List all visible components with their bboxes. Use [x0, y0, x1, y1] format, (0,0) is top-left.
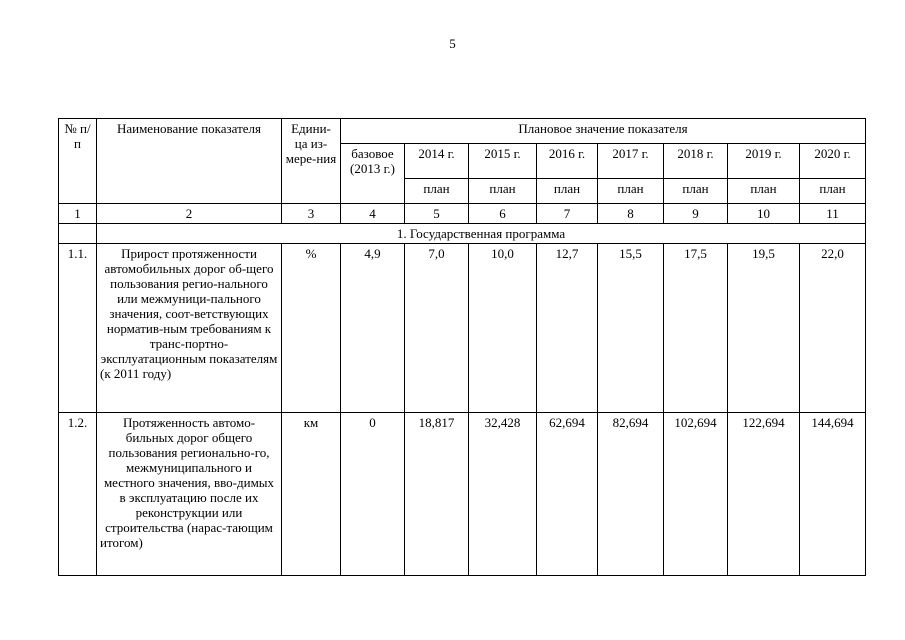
table-row	[59, 244, 866, 413]
indicators-table	[58, 118, 866, 576]
column-index: 9	[664, 204, 728, 224]
row-value: 15,5	[598, 244, 664, 413]
row-value: 19,5	[728, 244, 800, 413]
page-number: 5	[449, 36, 456, 51]
header-row-1	[59, 119, 866, 144]
header-year-2015: 2015 г.	[469, 144, 537, 179]
column-index: 3	[282, 204, 341, 224]
column-index: 2	[97, 204, 282, 224]
header-planned-value: Плановое значение показателя	[341, 119, 866, 144]
header-num: № п/п	[59, 119, 97, 204]
header-plan-label: план	[405, 179, 469, 204]
column-index: 6	[469, 204, 537, 224]
header-plan-label: план	[537, 179, 598, 204]
row-value: 102,694	[664, 413, 728, 576]
header-plan-label: план	[800, 179, 866, 204]
header-year-2016: 2016 г.	[537, 144, 598, 179]
row-name: Протяженность автомо-бильных дорог общего пользования регионально-го, межмуниципального и местного значения, вво-димых в эксплуатацию после их реконструкции или строительства (нарас-тающим итогом)	[97, 413, 282, 576]
column-index: 10	[728, 204, 800, 224]
header-plan-label: план	[664, 179, 728, 204]
section-title: 1. Государственная программа	[97, 224, 866, 244]
column-index: 4	[341, 204, 405, 224]
row-value: 17,5	[664, 244, 728, 413]
row-unit: %	[282, 244, 341, 413]
row-value: 12,7	[537, 244, 598, 413]
header-year-base: базовое (2013 г.)	[341, 144, 405, 204]
row-value: 62,694	[537, 413, 598, 576]
row-value: 10,0	[469, 244, 537, 413]
header-year-2019: 2019 г.	[728, 144, 800, 179]
column-index: 7	[537, 204, 598, 224]
row-num: 1.2.	[59, 413, 97, 576]
row-value: 4,9	[341, 244, 405, 413]
row-num: 1.1.	[59, 244, 97, 413]
row-name: Прирост протяженности автомобильных дорог об-щего пользования регио-нального или межмуници-пального значения, соот-ветствующих норматив-ным требованиям к транс-портно-эксплуатационным показателям (к 2011 году)	[97, 244, 282, 413]
header-plan-label: план	[728, 179, 800, 204]
column-index: 11	[800, 204, 866, 224]
header-year-2014: 2014 г.	[405, 144, 469, 179]
row-unit: км	[282, 413, 341, 576]
header-unit: Едини-ца из-мере-ния	[282, 119, 341, 204]
column-index-row	[59, 204, 866, 224]
header-year-2018: 2018 г.	[664, 144, 728, 179]
header-plan-label: план	[469, 179, 537, 204]
row-value: 32,428	[469, 413, 537, 576]
header-year-2017: 2017 г.	[598, 144, 664, 179]
header-year-2020: 2020 г.	[800, 144, 866, 179]
section-empty-cell	[59, 224, 97, 244]
row-value: 18,817	[405, 413, 469, 576]
table-row	[59, 413, 866, 576]
row-value: 7,0	[405, 244, 469, 413]
row-value: 0	[341, 413, 405, 576]
section-row	[59, 224, 866, 244]
row-value: 144,694	[800, 413, 866, 576]
header-plan-label: план	[598, 179, 664, 204]
column-index: 1	[59, 204, 97, 224]
row-value: 122,694	[728, 413, 800, 576]
column-index: 5	[405, 204, 469, 224]
row-value: 22,0	[800, 244, 866, 413]
header-name: Наименование показателя	[97, 119, 282, 204]
row-value: 82,694	[598, 413, 664, 576]
column-index: 8	[598, 204, 664, 224]
